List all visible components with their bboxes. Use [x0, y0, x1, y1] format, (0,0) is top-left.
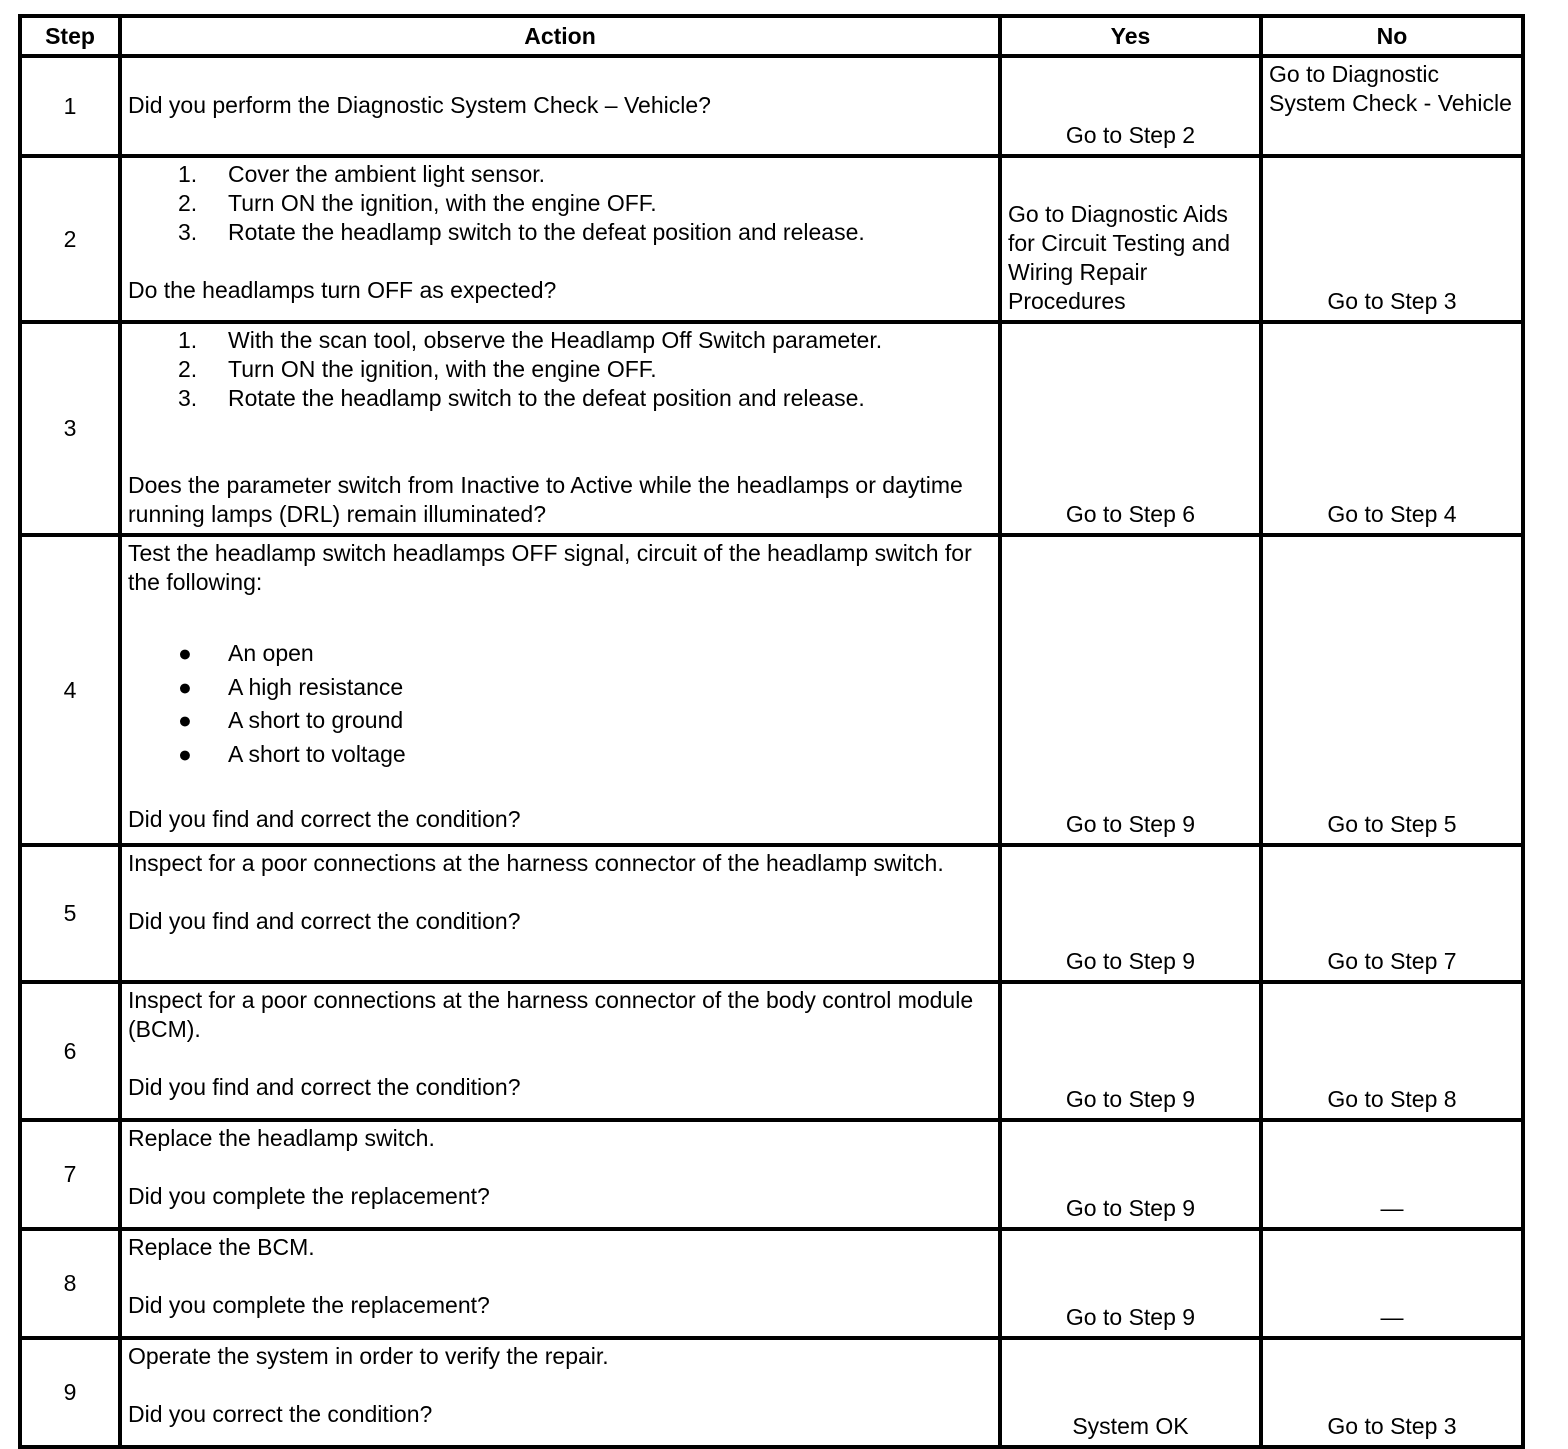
- action-intro: Inspect for a poor connections at the harness connector of the body control module (BCM).: [128, 987, 974, 1042]
- action-question: Does the parameter switch from Inactive to Active while the headlamps or daytime running lamps (DRL) remain illuminated?: [128, 472, 963, 527]
- yes-cell: Go to Diagnostic Aids for Circuit Testing and Wiring Repair Procedures: [1000, 156, 1261, 322]
- no-cell: Go to Step 3: [1261, 1338, 1523, 1447]
- list-item: [128, 160, 992, 189]
- diagnostic-table: [18, 14, 1525, 1449]
- no-cell: —: [1261, 1120, 1523, 1229]
- action-intro: Operate the system in order to verify the repair.: [128, 1343, 609, 1369]
- no-cell: Go to Step 5: [1261, 535, 1523, 845]
- list-marker: 3.: [178, 219, 198, 245]
- header-action: Action: [120, 16, 1000, 56]
- list-item: [128, 189, 992, 218]
- table-row: [20, 982, 1523, 1120]
- table-row: [20, 56, 1523, 156]
- list-item: [128, 384, 992, 413]
- step-number: 7: [20, 1120, 120, 1229]
- spacer: [128, 597, 992, 637]
- table-row: [20, 535, 1523, 845]
- action-intro: Inspect for a poor connections at the harness connector of the headlamp switch.: [128, 850, 944, 876]
- bullet-marker: ●: [178, 740, 192, 767]
- spacer: [128, 1044, 992, 1073]
- yes-cell: Go to Step 6: [1000, 322, 1261, 535]
- action-cell: [120, 156, 1000, 322]
- action-cell: [120, 1120, 1000, 1229]
- step-number: 5: [20, 845, 120, 982]
- action-question: Did you correct the condition?: [128, 1401, 433, 1427]
- list-text: A short to ground: [228, 707, 404, 733]
- spacer: [128, 1262, 992, 1291]
- spacer: [128, 1371, 992, 1400]
- list-marker: 1.: [178, 161, 198, 187]
- bullet-marker: ●: [178, 707, 192, 733]
- list-text: Rotate the headlamp switch to the defeat position and release.: [228, 385, 865, 411]
- spacer: [128, 878, 992, 907]
- table-row: [20, 1229, 1523, 1338]
- action-cell: [120, 1338, 1000, 1447]
- no-cell: Go to Step 3: [1261, 156, 1523, 322]
- yes-cell: Go to Step 9: [1000, 535, 1261, 845]
- list-text: Rotate the headlamp switch to the defeat position and release.: [228, 219, 865, 245]
- bullet-marker: ●: [178, 640, 192, 666]
- yes-cell: Go to Step 9: [1000, 982, 1261, 1120]
- step-number: 1: [20, 56, 120, 156]
- action-intro: Replace the headlamp switch.: [128, 1125, 435, 1151]
- list-text: Turn ON the ignition, with the engine OFF.: [228, 190, 657, 216]
- spacer: [128, 247, 992, 276]
- list-item: [128, 704, 992, 738]
- list-item: [128, 671, 992, 705]
- no-cell: Go to Step 8: [1261, 982, 1523, 1120]
- action-question: Did you complete the replacement?: [128, 1292, 490, 1318]
- action-intro: Test the headlamp switch headlamps OFF signal, circuit of the headlamp switch for the following:: [128, 540, 972, 595]
- table-row: [20, 322, 1523, 535]
- list-item: [128, 326, 992, 355]
- action-intro: Replace the BCM.: [128, 1234, 315, 1260]
- header-no: No: [1261, 16, 1523, 56]
- list-text: Turn ON the ignition, with the engine OFF.: [228, 356, 657, 382]
- list-marker: 2.: [178, 356, 198, 382]
- action-question: Do the headlamps turn OFF as expected?: [128, 277, 557, 303]
- list-marker: 1.: [178, 327, 198, 353]
- yes-cell: Go to Step 9: [1000, 845, 1261, 982]
- step-number: 2: [20, 156, 120, 322]
- list-item: [128, 738, 992, 772]
- list-text: Cover the ambient light sensor.: [228, 161, 546, 187]
- no-cell: Go to Diagnostic System Check - Vehicle: [1261, 56, 1523, 156]
- yes-cell: System OK: [1000, 1338, 1261, 1447]
- action-question: Did you complete the replacement?: [128, 1183, 490, 1209]
- no-cell: Go to Step 4: [1261, 322, 1523, 535]
- step-number: 3: [20, 322, 120, 535]
- condition-list: [128, 637, 992, 771]
- step-number: 6: [20, 982, 120, 1120]
- action-question: Did you find and correct the condition?: [128, 1074, 521, 1100]
- action-steps: [128, 160, 992, 247]
- list-marker: 3.: [178, 385, 198, 411]
- step-number: 9: [20, 1338, 120, 1447]
- list-text: An open: [228, 640, 314, 666]
- action-cell: [120, 1229, 1000, 1338]
- header-yes: Yes: [1000, 16, 1261, 56]
- header-row: [20, 16, 1523, 56]
- yes-cell: Go to Step 9: [1000, 1229, 1261, 1338]
- yes-cell: Go to Step 2: [1000, 56, 1261, 156]
- list-item: [128, 355, 992, 384]
- list-text: A high resistance: [228, 673, 404, 700]
- action-question: Did you find and correct the condition?: [128, 908, 521, 934]
- list-marker: 2.: [178, 190, 198, 216]
- action-cell: [120, 56, 1000, 156]
- step-number: 4: [20, 535, 120, 845]
- list-item: [128, 218, 992, 247]
- list-text: A short to voltage: [228, 740, 406, 767]
- action-question: Did you find and correct the condition?: [128, 806, 521, 832]
- action-cell: [120, 982, 1000, 1120]
- action-cell: [120, 845, 1000, 982]
- spacer: [128, 413, 992, 471]
- step-number: 8: [20, 1229, 120, 1338]
- yes-cell: Go to Step 9: [1000, 1120, 1261, 1229]
- list-item: [128, 637, 992, 671]
- table-row: [20, 156, 1523, 322]
- spacer: [128, 771, 992, 805]
- list-text: With the scan tool, observe the Headlamp Off Switch parameter.: [228, 327, 883, 353]
- table-row: [20, 1120, 1523, 1229]
- bullet-marker: ●: [178, 673, 192, 700]
- action-steps: [128, 326, 992, 413]
- header-step: Step: [20, 16, 120, 56]
- no-cell: Go to Step 7: [1261, 845, 1523, 982]
- action-question: Did you perform the Diagnostic System Check – Vehicle?: [128, 91, 711, 118]
- table-row: [20, 845, 1523, 982]
- no-cell: —: [1261, 1229, 1523, 1338]
- table-row: [20, 1338, 1523, 1447]
- spacer: [128, 1153, 992, 1182]
- action-cell: [120, 535, 1000, 845]
- action-cell: [120, 322, 1000, 535]
